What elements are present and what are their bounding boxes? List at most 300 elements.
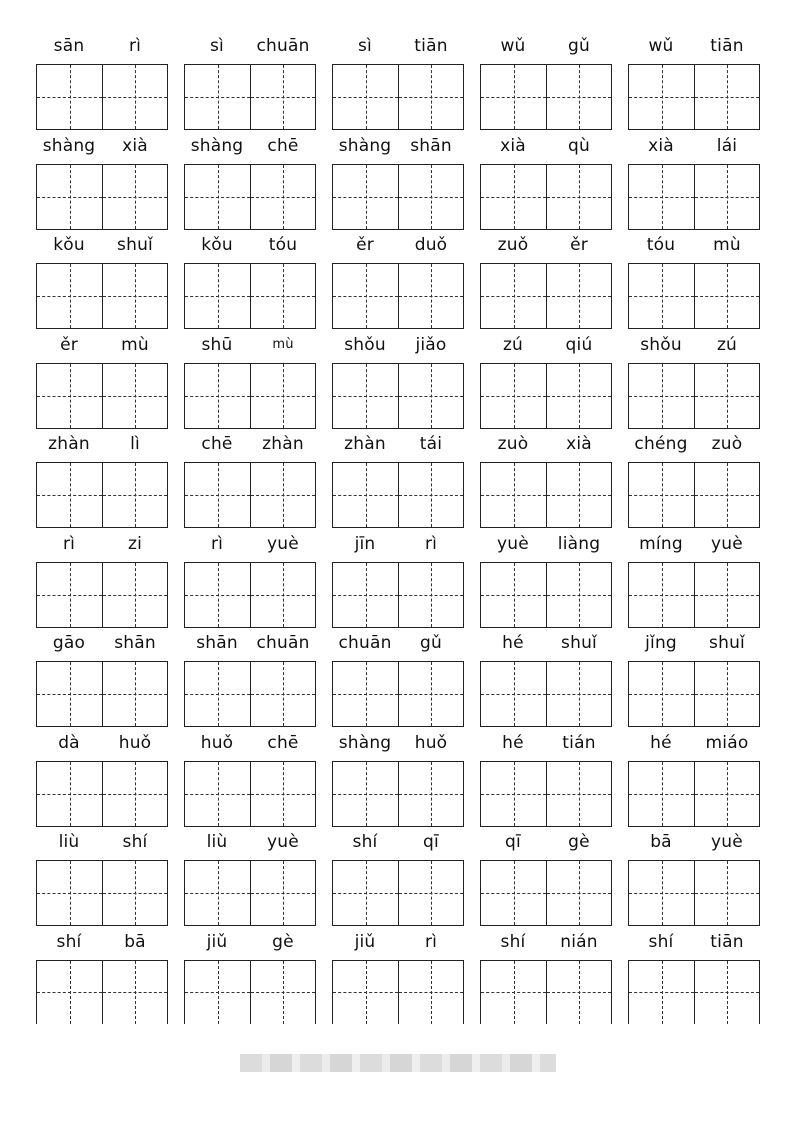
pinyin-word [184,930,316,960]
pinyin-syllable: qiú [565,334,593,355]
tianzige-cell[interactable] [629,762,694,826]
pinyin-word [36,233,168,263]
tianzige-cell[interactable] [629,264,694,328]
tianzige-pair [184,263,316,329]
pinyin-syllable: gè [272,931,294,952]
pinyin-word [480,333,612,363]
tianzige-cell[interactable] [629,563,694,627]
pinyin-word [332,731,464,761]
pinyin-line [36,233,760,263]
pinyin-word [480,34,612,64]
pinyin-word [480,532,612,562]
tianzige-pair [36,761,168,827]
tianzige-cell[interactable] [398,861,463,925]
pinyin-syllable: hé [650,732,672,753]
tianzige-pair [628,363,760,429]
tianzige-cell[interactable] [694,961,759,1024]
tianzige-cell[interactable] [250,662,315,726]
tianzige-pair [332,263,464,329]
pinyin-syllable: tóu [268,235,298,255]
tianzige-cell[interactable] [694,762,759,826]
pinyin-syllable: hé [502,633,524,653]
tianzige-cell[interactable] [546,563,611,627]
tianzige-cell[interactable] [694,165,759,229]
tianzige-cell[interactable] [546,463,611,527]
pinyin-syllable: zú [502,334,524,355]
tianzige-cell[interactable] [37,762,102,826]
pinyin-syllable: zi [127,533,143,554]
tianzige-cell[interactable] [102,662,167,726]
writing-grid-line [36,860,760,926]
tianzige-cell[interactable] [333,563,398,627]
tianzige-pair [184,860,316,926]
pinyin-word [628,532,760,562]
tianzige-cell[interactable] [694,861,759,925]
tianzige-pair [332,363,464,429]
tianzige-pair [184,661,316,727]
pinyin-line [36,333,760,363]
tianzige-cell[interactable] [185,861,250,925]
pinyin-line [36,631,760,661]
tianzige-pair [184,960,316,1024]
pinyin-syllable: gǔ [568,36,590,56]
pinyin-line [36,432,760,462]
pinyin-syllable: mù [272,336,294,352]
tianzige-pair [184,761,316,827]
tianzige-cell[interactable] [333,662,398,726]
pinyin-syllable: bā [650,832,672,852]
tianzige-cell[interactable] [102,861,167,925]
writing-grid-line [36,661,760,727]
tianzige-pair [332,64,464,130]
pinyin-word [184,134,316,164]
pinyin-word [36,830,168,860]
tianzige-cell[interactable] [185,961,250,1024]
pinyin-syllable: jiǔ [354,931,376,952]
writing-grid-line [36,960,760,1024]
tianzige-pair [628,462,760,528]
pinyin-word [332,134,464,164]
tianzige-cell[interactable] [250,762,315,826]
pinyin-word [628,333,760,363]
pinyin-word [184,830,316,860]
tianzige-cell[interactable] [629,65,694,129]
tianzige-pair [184,562,316,628]
pinyin-syllable: rì [210,533,224,554]
pinyin-word [184,34,316,64]
pinyin-syllable: xià [566,434,592,454]
pinyin-syllable: duǒ [414,235,448,255]
tianzige-pair [480,263,612,329]
tianzige-pair [628,860,760,926]
pinyin-syllable: yuè [267,533,299,554]
tianzige-cell[interactable] [694,65,759,129]
pinyin-word [480,731,612,761]
tianzige-cell[interactable] [333,364,398,428]
worksheet-row [36,333,760,433]
pinyin-syllable: yuè [711,832,743,852]
pinyin-word [184,233,316,263]
worksheet-row [36,134,760,234]
pinyin-syllable: huǒ [118,732,152,753]
pinyin-line [36,830,760,860]
tianzige-cell[interactable] [185,65,250,129]
pinyin-syllable: bā [124,931,146,952]
tianzige-cell[interactable] [694,364,759,428]
pinyin-syllable: lì [130,434,140,454]
pinyin-word [36,34,168,64]
tianzige-pair [628,661,760,727]
tianzige-cell[interactable] [333,165,398,229]
pinyin-syllable: shàng [42,135,96,156]
pinyin-syllable: huǒ [200,732,234,753]
pinyin-syllable: zhàn [262,434,304,454]
tianzige-cell[interactable] [546,165,611,229]
pinyin-syllable: jīn [354,533,376,554]
tianzige-cell[interactable] [37,165,102,229]
pinyin-syllable: mù [121,334,149,355]
tianzige-cell[interactable] [37,662,102,726]
pinyin-line [36,134,760,164]
pinyin-syllable: yuè [267,832,299,852]
tianzige-pair [184,64,316,130]
pinyin-word [184,532,316,562]
tianzige-pair [36,164,168,230]
tianzige-cell[interactable] [546,762,611,826]
pinyin-syllable: tái [419,434,443,454]
worksheet [36,34,760,1029]
tianzige-cell[interactable] [546,961,611,1024]
pinyin-syllable: rì [424,533,438,554]
tianzige-cell[interactable] [629,463,694,527]
pinyin-word [480,432,612,462]
tianzige-cell[interactable] [250,563,315,627]
tianzige-cell[interactable] [333,861,398,925]
pinyin-word [332,233,464,263]
pinyin-syllable: xià [122,135,148,156]
tianzige-cell[interactable] [333,65,398,129]
tianzige-cell[interactable] [481,961,546,1024]
tianzige-cell[interactable] [102,65,167,129]
pinyin-word [480,830,612,860]
worksheet-row [36,233,760,333]
pinyin-word [184,631,316,661]
tianzige-pair [36,64,168,130]
tianzige-cell[interactable] [546,662,611,726]
pinyin-word [184,333,316,363]
tianzige-cell[interactable] [185,662,250,726]
tianzige-pair [480,363,612,429]
pinyin-syllable: nián [560,931,598,952]
tianzige-cell[interactable] [250,463,315,527]
pinyin-syllable: jǐng [645,633,677,653]
tianzige-cell[interactable] [250,364,315,428]
pinyin-word [332,532,464,562]
pinyin-word [480,233,612,263]
tianzige-cell[interactable] [37,65,102,129]
tianzige-cell[interactable] [250,264,315,328]
tianzige-cell[interactable] [333,264,398,328]
pinyin-syllable: huǒ [414,732,448,753]
writing-grid-line [36,562,760,628]
tianzige-cell[interactable] [185,364,250,428]
tianzige-cell[interactable] [185,165,250,229]
pinyin-syllable: lái [716,135,738,156]
pinyin-syllable: chuān [256,36,310,56]
tianzige-cell[interactable] [629,861,694,925]
tianzige-cell[interactable] [102,364,167,428]
tianzige-pair [332,860,464,926]
pinyin-syllable: sān [53,36,85,56]
pinyin-word [628,34,760,64]
tianzige-cell[interactable] [546,861,611,925]
tianzige-cell[interactable] [481,662,546,726]
pinyin-word [628,631,760,661]
pinyin-syllable: rì [62,533,76,554]
tianzige-pair [480,661,612,727]
pinyin-word [332,34,464,64]
pinyin-syllable: chuān [338,633,392,653]
pinyin-syllable: shuǐ [561,633,597,653]
tianzige-cell[interactable] [398,563,463,627]
tianzige-cell[interactable] [481,463,546,527]
tianzige-cell[interactable] [546,364,611,428]
tianzige-cell[interactable] [250,861,315,925]
pinyin-syllable: shān [114,633,156,653]
pinyin-syllable: zuò [497,434,529,454]
tianzige-pair [184,363,316,429]
pinyin-syllable: wǔ [648,36,674,56]
tianzige-cell[interactable] [694,563,759,627]
pinyin-word [480,134,612,164]
tianzige-cell[interactable] [694,662,759,726]
tianzige-pair [332,462,464,528]
pinyin-word [332,333,464,363]
tianzige-cell[interactable] [185,463,250,527]
pinyin-syllable: chéng [634,434,688,454]
tianzige-cell[interactable] [398,662,463,726]
tianzige-cell[interactable] [546,65,611,129]
pinyin-word [628,830,760,860]
tianzige-cell[interactable] [398,762,463,826]
tianzige-cell[interactable] [250,961,315,1024]
pinyin-syllable: xià [648,135,674,156]
pinyin-syllable: tiān [414,36,448,56]
tianzige-pair [36,661,168,727]
pinyin-syllable: gǔ [420,633,442,653]
pinyin-syllable: shí [352,832,378,852]
pinyin-syllable: chē [267,135,299,156]
tianzige-cell[interactable] [481,563,546,627]
pinyin-word [332,432,464,462]
writing-grid-line [36,164,760,230]
pinyin-syllable: qī [505,832,521,852]
pinyin-syllable: rì [424,931,438,952]
writing-grid-line [36,462,760,528]
tianzige-cell[interactable] [37,364,102,428]
tianzige-pair [480,462,612,528]
tianzige-pair [36,462,168,528]
tianzige-cell[interactable] [694,264,759,328]
worksheet-row [36,432,760,532]
pinyin-syllable: sì [358,36,372,56]
pinyin-syllable: qù [568,135,590,156]
pinyin-syllable: kǒu [53,235,85,255]
tianzige-cell[interactable] [481,65,546,129]
tianzige-cell[interactable] [629,662,694,726]
pinyin-syllable: shān [196,633,238,653]
pinyin-syllable: zuò [711,434,743,454]
pinyin-syllable: gè [568,832,590,852]
tianzige-cell[interactable] [481,364,546,428]
pinyin-syllable: shān [410,135,452,156]
pinyin-word [36,333,168,363]
tianzige-cell[interactable] [481,762,546,826]
pinyin-word [628,134,760,164]
pinyin-syllable: miáo [705,732,749,753]
tianzige-cell[interactable] [102,264,167,328]
pinyin-syllable: zhàn [344,434,386,454]
pinyin-syllable: shí [56,931,82,952]
pinyin-syllable: chē [267,732,299,753]
tianzige-cell[interactable] [102,762,167,826]
pinyin-word [628,233,760,263]
pinyin-syllable: liù [206,832,228,852]
tianzige-pair [628,164,760,230]
tianzige-cell[interactable] [333,961,398,1024]
tianzige-pair [36,960,168,1024]
pinyin-word [36,731,168,761]
tianzige-pair [332,761,464,827]
tianzige-pair [480,860,612,926]
tianzige-cell[interactable] [37,563,102,627]
tianzige-cell[interactable] [629,165,694,229]
tianzige-cell[interactable] [629,961,694,1024]
pinyin-syllable: jiǎo [415,334,447,355]
tianzige-pair [36,263,168,329]
tianzige-cell[interactable] [398,264,463,328]
pinyin-word [480,930,612,960]
pinyin-syllable: qī [423,832,439,852]
pinyin-word [332,930,464,960]
tianzige-cell[interactable] [694,463,759,527]
tianzige-cell[interactable] [37,264,102,328]
pinyin-syllable: chuān [256,633,310,653]
pinyin-syllable: shuǐ [117,235,153,255]
tianzige-pair [628,960,760,1024]
pinyin-word [184,432,316,462]
tianzige-cell[interactable] [398,364,463,428]
pinyin-word [332,830,464,860]
tianzige-pair [628,761,760,827]
pinyin-syllable: ěr [60,334,78,355]
pinyin-word [480,631,612,661]
tianzige-cell[interactable] [102,961,167,1024]
tianzige-cell[interactable] [102,563,167,627]
tianzige-cell[interactable] [250,165,315,229]
pinyin-syllable: shàng [338,135,392,156]
pinyin-syllable: shí [122,832,148,852]
pinyin-word [332,631,464,661]
pinyin-word [36,631,168,661]
pinyin-word [36,134,168,164]
tianzige-pair [628,263,760,329]
pinyin-syllable: xià [500,135,526,156]
tianzige-cell[interactable] [481,165,546,229]
tianzige-pair [332,661,464,727]
pinyin-syllable: yuè [711,533,743,554]
pinyin-syllable: kǒu [201,235,233,255]
worksheet-row [36,631,760,731]
tianzige-cell[interactable] [629,364,694,428]
tianzige-cell[interactable] [250,65,315,129]
pinyin-syllable: zuǒ [497,235,529,255]
tianzige-pair [36,860,168,926]
tianzige-cell[interactable] [37,463,102,527]
pinyin-line [36,34,760,64]
tianzige-cell[interactable] [185,264,250,328]
tianzige-cell[interactable] [102,463,167,527]
tianzige-cell[interactable] [185,762,250,826]
worksheet-row [36,930,760,1030]
pinyin-syllable: rì [128,36,142,56]
pinyin-syllable: ěr [570,235,588,255]
tianzige-cell[interactable] [37,861,102,925]
pinyin-syllable: tóu [646,235,676,255]
tianzige-pair [332,164,464,230]
tianzige-cell[interactable] [398,65,463,129]
tianzige-cell[interactable] [333,463,398,527]
tianzige-cell[interactable] [481,861,546,925]
pinyin-syllable: shū [201,334,233,355]
tianzige-cell[interactable] [398,961,463,1024]
pinyin-syllable: zhàn [48,434,90,454]
tianzige-cell[interactable] [398,165,463,229]
tianzige-cell[interactable] [398,463,463,527]
pinyin-syllable: shàng [190,135,244,156]
pinyin-syllable: shí [648,931,674,952]
tianzige-cell[interactable] [481,264,546,328]
tianzige-cell[interactable] [546,264,611,328]
tianzige-pair [480,562,612,628]
worksheet-row [36,830,760,930]
pinyin-syllable: jiǔ [206,931,228,952]
tianzige-pair [480,761,612,827]
worksheet-row [36,34,760,134]
pinyin-syllable: sì [210,36,224,56]
pinyin-syllable: mù [713,235,741,255]
tianzige-cell[interactable] [185,563,250,627]
pinyin-word [184,731,316,761]
tianzige-cell[interactable] [37,961,102,1024]
pinyin-word [36,432,168,462]
tianzige-cell[interactable] [102,165,167,229]
pinyin-syllable: shí [500,931,526,952]
pinyin-syllable: tián [562,732,596,753]
pinyin-word [36,930,168,960]
pinyin-syllable: míng [639,533,683,554]
pinyin-syllable: chē [201,434,233,454]
tianzige-pair [480,164,612,230]
tianzige-pair [628,64,760,130]
worksheet-row [36,532,760,632]
pinyin-word [628,731,760,761]
pinyin-syllable: shǒu [344,334,386,355]
tianzige-pair [628,562,760,628]
tianzige-cell[interactable] [333,762,398,826]
tianzige-pair [36,363,168,429]
writing-grid-line [36,761,760,827]
